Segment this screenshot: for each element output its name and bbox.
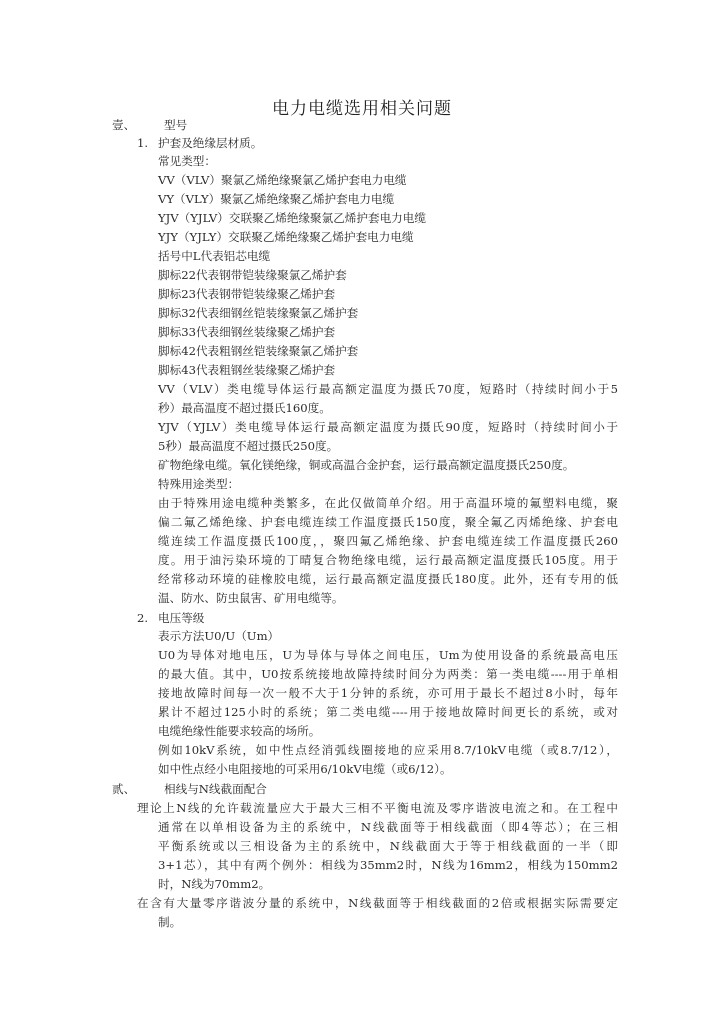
text-line: YJV（YJLV）类电缆导体运行最高额定温度为摄氏90度，短路时（持续时间小于 — [158, 420, 618, 434]
item-1-number: 1. — [137, 136, 149, 150]
text-line: VV（VLV）类电缆导体运行最高额定温度为摄氏70度，短路时（持续时间小于5 — [158, 382, 618, 396]
text-line: 通常在以单相设备为主的系统中，N线截面等于相线截面（即4等芯）；在三相 — [158, 820, 618, 834]
section-2-number: 贰、 — [112, 782, 136, 796]
text-line: 3+1芯），其中有两个例外：相线为35mm2时，N线为16mm2，相线为150mm2 — [158, 858, 618, 872]
section-1-heading: 型号 — [164, 118, 188, 132]
text-line: 脚标23代表钢带铠装缘聚乙烯护套 — [158, 287, 336, 301]
section-2-heading: 相线与N线截面配合 — [164, 782, 267, 796]
page-title: 电力电缆选用相关问题 — [272, 99, 452, 119]
text-line: 平衡系统或以三相设备为主的系统中，N线截面大于等于相线截面的一半（即 — [158, 839, 618, 853]
text-line: 脚标33代表细钢丝装缘聚乙烯护套 — [158, 325, 336, 339]
text-line: 特殊用途类型： — [158, 477, 240, 491]
text-line: 由于特殊用途电缆种类繁多，在此仅做简单介绍。用于高温环境的氟塑料电缆，聚 — [158, 496, 618, 510]
text-line: 温、防水、防虫鼠害、矿用电缆等。 — [158, 591, 344, 605]
text-line: 表示方法U0/U（Um） — [158, 629, 280, 643]
text-line: 制。 — [158, 915, 182, 929]
text-line: 度。用于油污染环境的丁晴复合物绝缘电缆，运行最高额定温度摄氏105度。用于 — [158, 553, 618, 567]
text-line: 括号中L代表铝芯电缆 — [158, 249, 271, 263]
text-line: 电缆绝缘性能要求较高的场所。 — [158, 724, 321, 738]
text-line: U0为导体对地电压，U为导体与导体之间电压，Um为使用设备的系统最高电压 — [158, 648, 618, 662]
text-line: VY（VLY）聚氯乙烯绝缘聚乙烯护套电力电缆 — [158, 192, 395, 206]
text-line: 例如10kV系统，如中性点经消弧线圈接地的应采用8.7/10kV电缆（或8.7/12）， — [158, 743, 618, 757]
text-line: VV（VLV）聚氯乙烯绝缘聚氯乙烯护套电力电缆 — [158, 173, 407, 187]
text-line: YJY（YJLY）交联聚乙烯绝缘聚乙烯护套电力电缆 — [158, 230, 414, 244]
item-2-heading: 电压等级 — [158, 611, 205, 625]
text-line: 理论上N线的允许载流量应大于最大三相不平衡电流及零序谐波电流之和。在工程中 — [137, 801, 618, 815]
text-line: 脚标32代表细钢丝铠装缘聚氯乙烯护套 — [158, 306, 359, 320]
text-line: 脚标42代表粗钢丝铠装缘聚氯乙烯护套 — [158, 344, 359, 358]
text-line: 常见类型： — [158, 154, 216, 168]
item-1-heading: 护套及绝缘层材质。 — [158, 136, 263, 150]
text-line: 经常移动环境的硅橡胶电缆，运行最高额定温度摄氏180度。此外，还有专用的低 — [158, 572, 618, 586]
text-line: YJV（YJLV）交联聚乙烯绝缘聚氯乙烯护套电力电缆 — [158, 211, 426, 225]
text-line: 累计不超过125小时的系统；第二类电缆----用于接地故障时间更长的系统，或对 — [158, 705, 618, 719]
text-line: 的最大值。其中，U0按系统接地故障持续时间分为两类：第一类电缆----用于单相 — [158, 667, 618, 681]
text-line: 矿物绝缘电缆。氧化镁绝缘，铜或高温合金护套，运行最高额定温度摄氏250度。 — [158, 458, 575, 472]
text-line: 秒）最高温度不超过摄氏160度。 — [158, 401, 331, 415]
text-line: 时，N线为70mm2。 — [158, 877, 271, 891]
text-line: 缆连续工作温度摄氏100度，，聚四氟乙烯绝缘、护套电缆连续工作温度摄氏260 — [158, 534, 618, 548]
item-2-number: 2. — [137, 611, 149, 625]
text-line: 偏二氟乙烯绝缘、护套电缆连续工作温度摄氏150度，聚全氟乙丙烯绝缘、护套电 — [158, 515, 618, 529]
text-line: 在含有大量零序谐波分量的系统中，N线截面等于相线截面的2倍或根据实际需要定 — [137, 896, 618, 910]
text-line: 5秒）最高温度不超过摄氏250度。 — [158, 439, 339, 453]
section-1-number: 壹、 — [112, 118, 136, 132]
text-line: 脚标22代表钢带铠装缘聚氯乙烯护套 — [158, 268, 347, 282]
text-line: 如中性点经小电阻接地的可采用6/10kV电缆（或6/12）。 — [158, 762, 452, 776]
text-line: 接地故障时间每一次一般不大于1分钟的系统，亦可用于最长不超过8小时，每年 — [158, 686, 618, 700]
text-line: 脚标43代表粗钢丝装缘聚乙烯护套 — [158, 363, 336, 377]
